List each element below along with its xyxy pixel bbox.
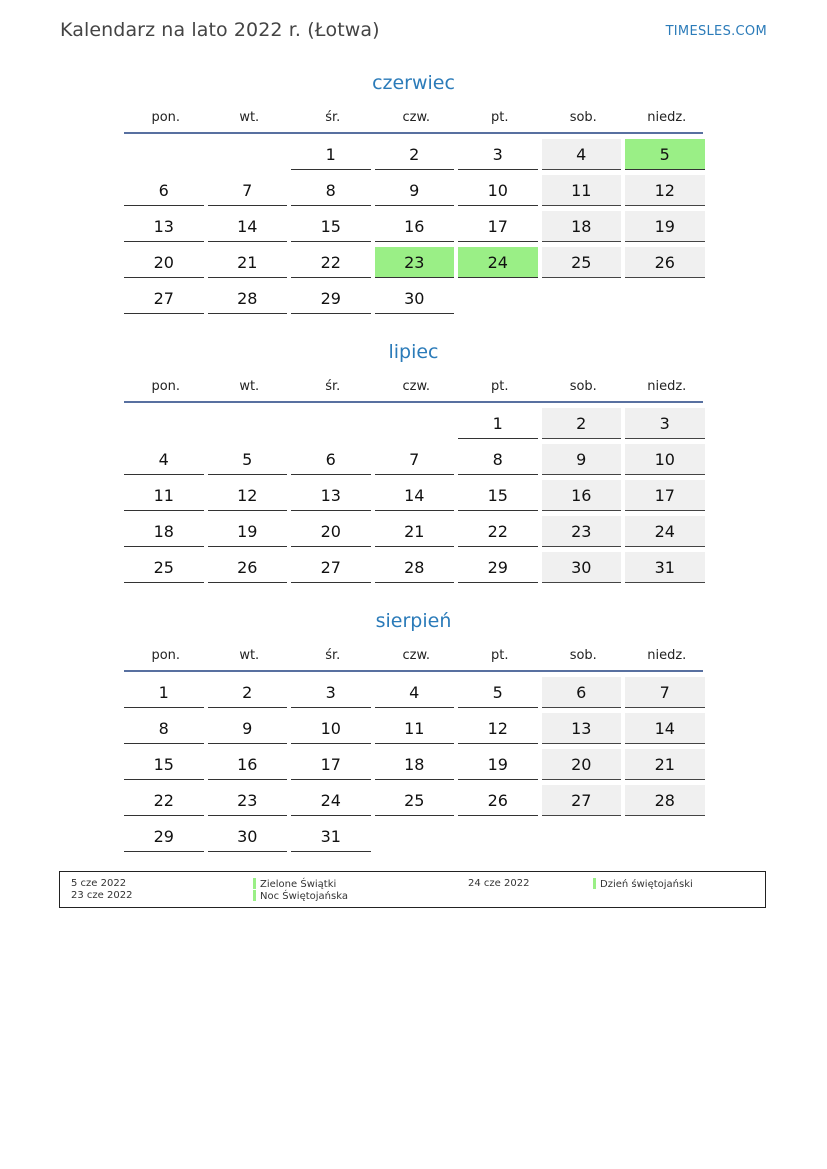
day-cell: 10: [291, 713, 371, 744]
month-june: [124, 70, 703, 319]
day-cell: 15: [458, 480, 538, 511]
day-cell: 22: [124, 785, 204, 816]
day-cell: 19: [458, 749, 538, 780]
day-cell: 24: [291, 785, 371, 816]
weekday-label: pon.: [151, 648, 181, 663]
day-cell: 1: [124, 677, 204, 708]
day-cell: 11: [375, 713, 455, 744]
day-cell: 26: [208, 552, 288, 583]
day-cell: 19: [625, 211, 705, 242]
day-cell: 13: [542, 713, 622, 744]
day-cell: 6: [124, 175, 204, 206]
weekday-label: pt.: [491, 379, 509, 394]
day-cell: 12: [208, 480, 288, 511]
day-cell: 15: [124, 749, 204, 780]
day-cell: 8: [458, 444, 538, 475]
day-cell: 27: [124, 283, 204, 314]
day-cell: 3: [291, 677, 371, 708]
holiday-color-swatch: [253, 890, 256, 901]
weekday-label: czw.: [402, 110, 431, 125]
weekday-label: śr.: [325, 379, 341, 394]
holiday-legend: [59, 871, 766, 908]
day-cell: 25: [375, 785, 455, 816]
day-cell: 3: [458, 139, 538, 170]
day-cell: 17: [291, 749, 371, 780]
day-cell: 17: [458, 211, 538, 242]
empty-day-cell: [124, 408, 204, 439]
day-cell: 18: [124, 516, 204, 547]
day-cell: 12: [458, 713, 538, 744]
weekday-label: wt.: [239, 379, 260, 394]
legend-date: 23 cze 2022: [71, 890, 133, 901]
weekday-label: niedz.: [647, 379, 687, 394]
month-name: czerwiec: [372, 72, 455, 94]
day-cell: 4: [542, 139, 622, 170]
day-cell: 21: [625, 749, 705, 780]
day-cell: 10: [458, 175, 538, 206]
day-cell: 6: [542, 677, 622, 708]
day-cell: 12: [625, 175, 705, 206]
day-cell: 10: [625, 444, 705, 475]
day-cell: 16: [208, 749, 288, 780]
day-cell: 14: [208, 211, 288, 242]
day-cell: 22: [458, 516, 538, 547]
day-cell: 9: [375, 175, 455, 206]
day-cell: 28: [375, 552, 455, 583]
month-july: [124, 339, 703, 588]
day-cell: 29: [458, 552, 538, 583]
day-cell: 13: [291, 480, 371, 511]
day-cell: 20: [291, 516, 371, 547]
weekday-label: sob.: [569, 110, 597, 125]
day-cell: 7: [208, 175, 288, 206]
day-cell: 26: [625, 247, 705, 278]
weekday-label: pt.: [491, 648, 509, 663]
day-cell: 30: [542, 552, 622, 583]
legend-holiday-name: Dzień świętojański: [600, 879, 693, 890]
holiday-day-cell: 24: [458, 247, 538, 278]
day-cell: 20: [124, 247, 204, 278]
day-cell: 8: [291, 175, 371, 206]
empty-day-cell: [291, 408, 371, 439]
holiday-color-swatch: [253, 878, 256, 889]
day-cell: 4: [375, 677, 455, 708]
legend-holiday-name: Zielone Świątki: [260, 879, 337, 890]
month-name: lipiec: [388, 341, 439, 363]
day-cell: 29: [291, 283, 371, 314]
day-cell: 3: [625, 408, 705, 439]
day-cell: 26: [458, 785, 538, 816]
weekday-label: pon.: [151, 379, 181, 394]
day-cell: 25: [542, 247, 622, 278]
legend-item: [253, 890, 348, 903]
weekday-label: sob.: [569, 379, 597, 394]
day-cell: 16: [375, 211, 455, 242]
day-cell: 15: [291, 211, 371, 242]
day-cell: 23: [208, 785, 288, 816]
legend-item: [593, 878, 693, 891]
day-cell: 19: [208, 516, 288, 547]
day-cell: 2: [208, 677, 288, 708]
day-cell: 7: [625, 677, 705, 708]
day-cell: 29: [124, 821, 204, 852]
weekday-label: wt.: [239, 648, 260, 663]
weekday-label: wt.: [239, 110, 260, 125]
day-cell: 24: [625, 516, 705, 547]
weekday-label: pt.: [491, 110, 509, 125]
day-grid: [124, 139, 703, 319]
day-cell: 21: [375, 516, 455, 547]
month-august: [124, 608, 703, 857]
day-cell: 14: [375, 480, 455, 511]
holiday-day-cell: 23: [375, 247, 455, 278]
day-cell: 9: [542, 444, 622, 475]
weekday-label: śr.: [325, 648, 341, 663]
day-cell: 14: [625, 713, 705, 744]
day-grid: [124, 677, 703, 857]
weekday-header: [124, 644, 703, 672]
weekday-label: czw.: [402, 379, 431, 394]
empty-day-cell: [375, 408, 455, 439]
empty-day-cell: [208, 139, 288, 170]
day-cell: 21: [208, 247, 288, 278]
day-cell: 23: [542, 516, 622, 547]
legend-holiday-name: Noc Świętojańska: [260, 891, 348, 902]
month-name: sierpień: [375, 610, 452, 632]
holiday-color-swatch: [593, 878, 596, 889]
day-cell: 5: [458, 677, 538, 708]
day-cell: 16: [542, 480, 622, 511]
day-cell: 11: [124, 480, 204, 511]
day-cell: 27: [291, 552, 371, 583]
day-cell: 2: [375, 139, 455, 170]
day-cell: 9: [208, 713, 288, 744]
weekday-label: pon.: [151, 110, 181, 125]
day-cell: 25: [124, 552, 204, 583]
weekday-header: [124, 106, 703, 134]
day-cell: 30: [375, 283, 455, 314]
day-cell: 6: [291, 444, 371, 475]
weekday-header: [124, 375, 703, 403]
day-cell: 4: [124, 444, 204, 475]
holiday-day-cell: 5: [625, 139, 705, 170]
day-grid: [124, 408, 703, 588]
weekday-label: niedz.: [647, 110, 687, 125]
legend-date: 5 cze 2022: [71, 878, 127, 889]
weekday-label: sob.: [569, 648, 597, 663]
day-cell: 31: [625, 552, 705, 583]
brand-link[interactable]: TIMESLES.COM: [665, 24, 767, 39]
day-cell: 8: [124, 713, 204, 744]
day-cell: 2: [542, 408, 622, 439]
page-title: Kalendarz na lato 2022 r. (Łotwa): [60, 19, 380, 41]
day-cell: 1: [458, 408, 538, 439]
day-cell: 30: [208, 821, 288, 852]
weekday-label: niedz.: [647, 648, 687, 663]
empty-day-cell: [208, 408, 288, 439]
day-cell: 20: [542, 749, 622, 780]
day-cell: 22: [291, 247, 371, 278]
day-cell: 31: [291, 821, 371, 852]
day-cell: 13: [124, 211, 204, 242]
day-cell: 17: [625, 480, 705, 511]
weekday-label: czw.: [402, 648, 431, 663]
day-cell: 11: [542, 175, 622, 206]
day-cell: 5: [208, 444, 288, 475]
weekday-label: śr.: [325, 110, 341, 125]
day-cell: 28: [625, 785, 705, 816]
legend-date: 24 cze 2022: [468, 878, 530, 889]
day-cell: 7: [375, 444, 455, 475]
empty-day-cell: [124, 139, 204, 170]
day-cell: 27: [542, 785, 622, 816]
day-cell: 18: [542, 211, 622, 242]
day-cell: 28: [208, 283, 288, 314]
day-cell: 18: [375, 749, 455, 780]
day-cell: 1: [291, 139, 371, 170]
